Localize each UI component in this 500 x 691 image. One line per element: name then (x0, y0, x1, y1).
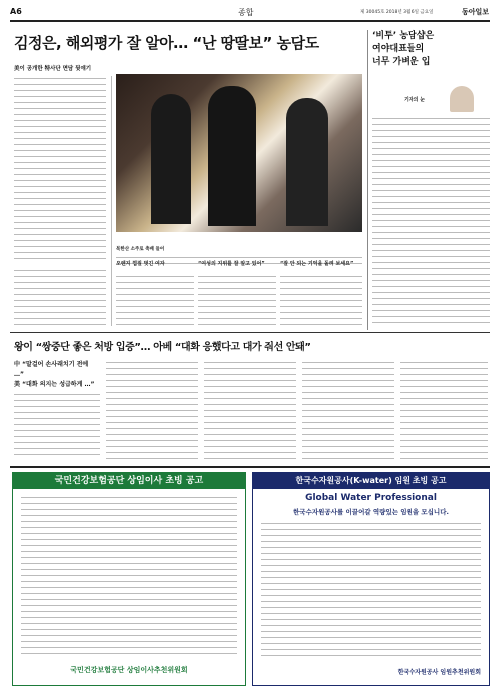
ad-left (12, 472, 246, 686)
masthead (10, 6, 490, 20)
section-code: A6 (10, 7, 22, 16)
ad-right (252, 472, 490, 686)
column-title-1: ‘비투’ 농담샵은 (372, 31, 435, 41)
mid-heading-2: “여성의 지위를 잘 알고 있어” (198, 261, 265, 267)
mid-section (116, 258, 362, 328)
photo-caption (116, 235, 362, 255)
ad-right-slogan-ko: 한국수자원공사를 이끌어갈 역량있는 임원을 모십니다. (293, 508, 449, 516)
photo-figure-left (151, 94, 191, 224)
lead-body-text (14, 76, 106, 264)
mid-heading-1: 오렌지 껍질 벗긴 여자 (116, 261, 165, 267)
column-body-text (372, 116, 490, 326)
masthead-rule (10, 20, 490, 22)
column-byline: 기자의 눈 (404, 97, 426, 103)
ad-left-title: 국민건강보험공단 상임이사 초빙 공고 (13, 473, 245, 489)
second-text-3 (204, 360, 296, 460)
ad-right-body (261, 521, 481, 661)
column-box (372, 30, 490, 69)
ad-rule (10, 466, 490, 468)
paper-name: 동아일보 (462, 8, 490, 16)
issue-date: 제 30045호 2018년 3월 6일 금요일 (360, 10, 434, 15)
second-text-4 (302, 360, 394, 460)
lead-subhead: 美이 공개한 特사단 면담 뒷얘기 (14, 66, 92, 72)
right-column-divider (367, 30, 368, 330)
ad-right-slogan-en: Global Water Professional (305, 493, 437, 503)
photo-figure-center (208, 86, 256, 226)
second-text-1 (14, 392, 100, 460)
section-name: 종합 (238, 8, 254, 17)
ad-right-footer: 한국수자원공사 임원추천위원회 (397, 669, 481, 676)
photo-caption-title: 북한산 소주로 축배 들어 (116, 247, 165, 252)
mid-text-3 (280, 274, 362, 326)
mid-text-2 (198, 274, 276, 326)
lead-headline: 김정은, 해외평가 잘 알아… “난 땅딸보” 농담도 (14, 34, 319, 52)
column-divider (111, 76, 112, 326)
columnist-photo (450, 86, 474, 112)
lead-body-text-2 (14, 268, 106, 326)
column-title-3: 너무 가벼운 입 (372, 57, 431, 67)
ad-left-footer: 국민건강보험공단 상임이사추천위원회 (70, 666, 188, 674)
photo-figure-right (286, 98, 328, 226)
section-rule (10, 332, 490, 333)
second-text-2 (106, 360, 198, 460)
column-title-2: 여야대표들의 (372, 44, 425, 54)
lead-photo (116, 74, 362, 232)
ad-right-title: 한국수자원공사(K-water) 임원 초빙 공고 (253, 473, 489, 489)
pull-quote: 中 “말걸어 손사래치기 전에 …” 美 “대화 의지는 성급하게 …” (14, 361, 95, 388)
second-headline: 왕이 “쌍중단 좋은 처방 입증”… 아베 “대화 응했다고 대가 줘선 안돼” (14, 342, 311, 353)
second-text-5 (400, 360, 488, 460)
mid-heading-3: “잘 안 되는 기억을 돌려 보세요” (280, 261, 354, 267)
ad-left-body (21, 495, 237, 655)
mid-text-1 (116, 274, 194, 326)
